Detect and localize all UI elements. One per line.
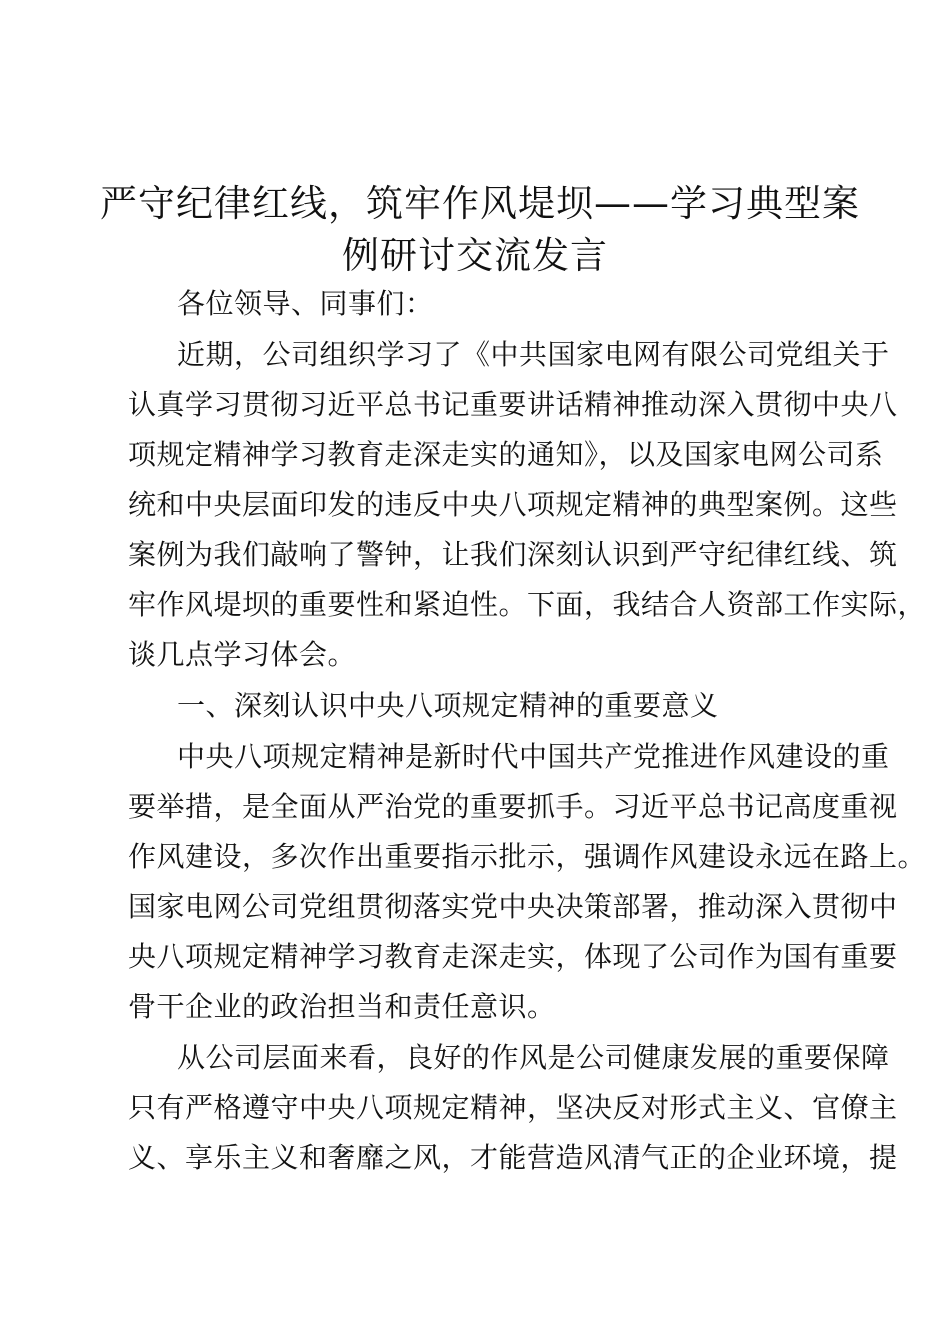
paragraph-2-line-3: 作风建设，多次作出重要指示批示，强调作风建设永远在路上。 — [128, 840, 927, 873]
section-heading-1: 一、深刻认识中央八项规定精神的重要意义 — [177, 689, 719, 722]
paragraph-1-line-2: 认真学习贯彻习近平总书记重要讲话精神推动深入贯彻中央八 — [128, 388, 898, 421]
paragraph-2-line-5: 央八项规定精神学习教育走深走实，体现了公司作为国有重要 — [128, 940, 898, 973]
title-line-2: 例研讨交流发言 — [342, 234, 608, 277]
paragraph-1-line-1: 近期，公司组织学习了《中共国家电网有限公司党组关于 — [177, 338, 890, 371]
paragraph-1-line-5: 案例为我们敲响了警钟，让我们深刻认识到严守纪律红线、筑 — [128, 538, 898, 571]
paragraph-2-line-4: 国家电网公司党组贯彻落实党中央决策部署，推动深入贯彻中 — [128, 890, 898, 923]
salutation: 各位领导、同事们： — [177, 287, 434, 320]
paragraph-2-line-2: 要举措，是全面从严治党的重要抓手。习近平总书记高度重视 — [128, 790, 898, 823]
paragraph-1-line-4: 统和中央层面印发的违反中央八项规定精神的典型案例。这些 — [128, 488, 898, 521]
paragraph-3-line-3: 义、享乐主义和奢靡之风，才能营造风清气正的企业环境，提 — [128, 1141, 898, 1174]
document-title — [100, 178, 860, 282]
paragraph-1-line-3: 项规定精神学习教育走深走实的通知》，以及国家电网公司系 — [128, 438, 884, 471]
title-line-1: 严守纪律红线，筑牢作风堤坝——学习典型案 — [100, 182, 860, 225]
paragraph-3-line-1: 从公司层面来看，良好的作风是公司健康发展的重要保障 — [177, 1041, 890, 1074]
paragraph-1-line-6: 牢作风堤坝的重要性和紧迫性。下面，我结合人资部工作实际， — [128, 588, 927, 621]
paragraph-1-line-7: 谈几点学习体会。 — [128, 638, 357, 671]
paragraph-2-line-6: 骨干企业的政治担当和责任意识。 — [128, 990, 556, 1023]
paragraph-3-line-2: 只有严格遵守中央八项规定精神，坚决反对形式主义、官僚主 — [128, 1091, 898, 1124]
paragraph-2-line-1: 中央八项规定精神是新时代中国共产党推进作风建设的重 — [177, 740, 890, 773]
